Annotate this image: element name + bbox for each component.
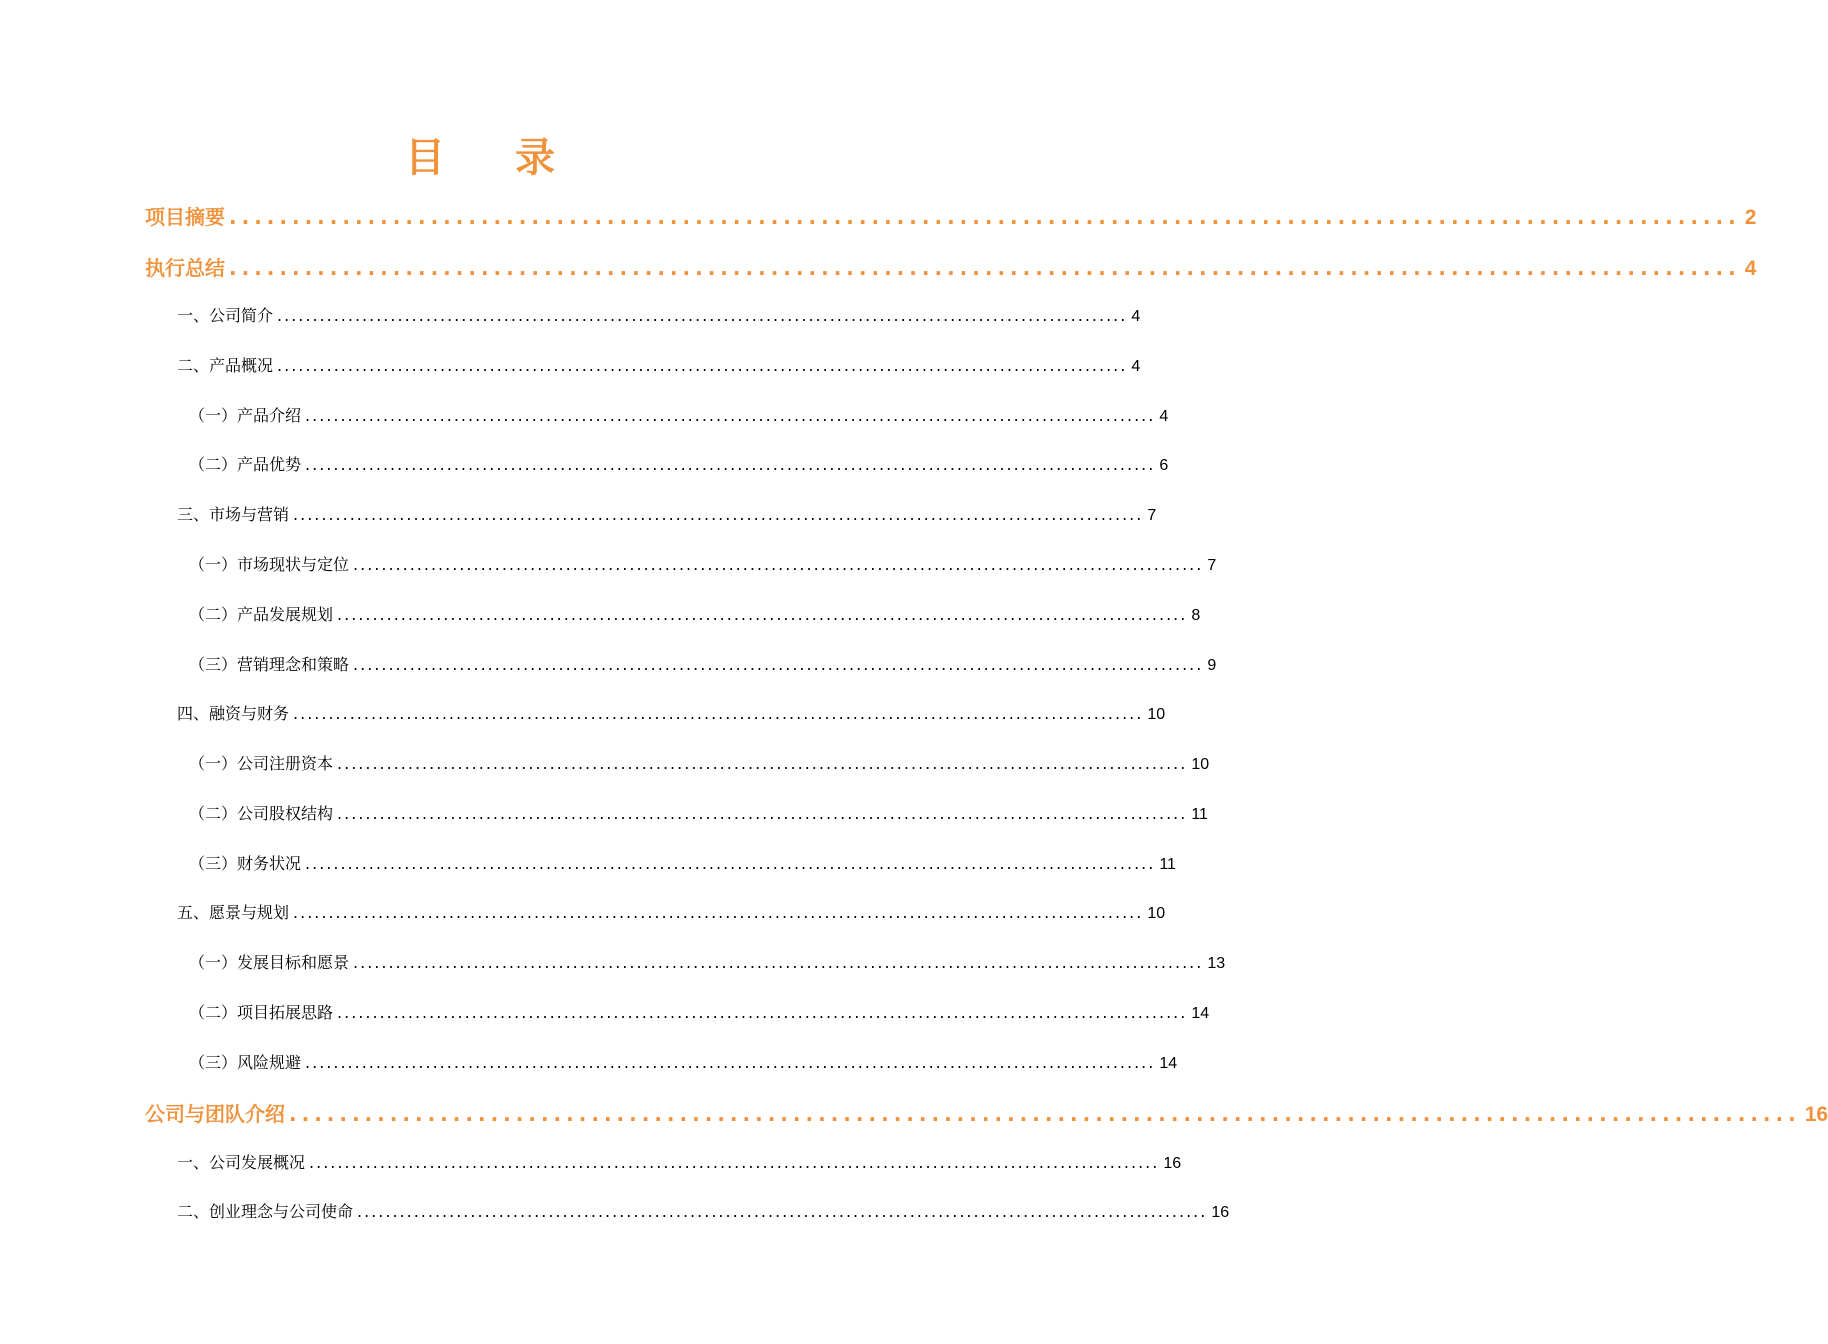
toc-leader-dots: ........................................................................................................................ xyxy=(229,205,1741,229)
toc-entry[interactable] xyxy=(189,602,1201,628)
toc-entry[interactable] xyxy=(177,900,1166,926)
toc-leader-dots: ........................................................................................................................ xyxy=(309,1153,1160,1172)
toc-entry[interactable] xyxy=(189,452,1169,478)
page-title: 目 录 xyxy=(405,135,583,181)
toc-page-number: 4 xyxy=(1159,408,1169,425)
toc-page-number: 13 xyxy=(1207,955,1226,972)
toc-page-number: 6 xyxy=(1159,457,1169,474)
toc-entry-label: 五、愿景与规划 xyxy=(177,903,290,922)
toc-entry-label: （一）产品介绍 xyxy=(189,406,302,425)
toc-page-number: 9 xyxy=(1207,657,1217,674)
toc-entry[interactable] xyxy=(145,1098,1828,1128)
toc-entry-label: （三）风险规避 xyxy=(189,1053,302,1072)
toc-page-number: 4 xyxy=(1744,257,1757,280)
toc-leader-dots: ........................................................................................................................ xyxy=(337,754,1188,773)
toc-leader-dots: ........................................................................................................................ xyxy=(277,306,1128,325)
toc-entry[interactable] xyxy=(177,502,1157,528)
toc-entry[interactable] xyxy=(189,801,1208,827)
toc-entry-label: 二、创业理念与公司使命 xyxy=(177,1202,354,1221)
toc-leader-dots: ........................................................................................................................ xyxy=(337,605,1188,624)
toc-page-number: 16 xyxy=(1804,1103,1828,1126)
toc-entry[interactable] xyxy=(189,552,1217,578)
toc-entry[interactable] xyxy=(177,1199,1230,1225)
toc-leader-dots: ........................................................................................................................ xyxy=(305,455,1156,474)
toc-page-number: 11 xyxy=(1191,806,1208,823)
toc-leader-dots: ........................................................................................................................ xyxy=(305,1053,1156,1072)
toc-page-number: 11 xyxy=(1159,856,1176,873)
toc-entry-label: （三）营销理念和策略 xyxy=(189,655,350,674)
toc-leader-dots: ........................................................................................................................ xyxy=(353,555,1204,574)
toc-leader-dots: ........................................................................................................................ xyxy=(337,804,1188,823)
toc-page-number: 16 xyxy=(1163,1155,1182,1172)
toc-entry[interactable] xyxy=(189,1000,1210,1026)
toc-leader-dots: ........................................................................................................................ xyxy=(293,903,1144,922)
toc-entry-label: （二）产品优势 xyxy=(189,455,302,474)
toc-entry-label: 四、融资与财务 xyxy=(177,704,290,723)
toc-leader-dots: ........................................................................................................................ xyxy=(357,1202,1208,1221)
toc-page-number: 7 xyxy=(1147,507,1157,524)
toc-entry-label: 一、公司简介 xyxy=(177,306,274,325)
toc-entry-label: （二）项目拓展思路 xyxy=(189,1003,334,1022)
toc-page-number: 2 xyxy=(1744,206,1757,229)
toc-page-number: 8 xyxy=(1191,607,1201,624)
toc-entry-label: （二）产品发展规划 xyxy=(189,605,334,624)
toc-leader-dots: ........................................................................................................................ xyxy=(353,953,1204,972)
toc-leader-dots: ........................................................................................................................ xyxy=(353,655,1204,674)
toc-entry-label: （一）市场现状与定位 xyxy=(189,555,350,574)
toc-leader-dots: ........................................................................................................................ xyxy=(229,256,1741,280)
toc-entry-label: 一、公司发展概况 xyxy=(177,1153,306,1172)
toc-entry[interactable] xyxy=(189,652,1217,678)
toc-entry-label: （二）公司股权结构 xyxy=(189,804,334,823)
toc-entry[interactable] xyxy=(177,353,1141,379)
toc-entry-label: 执行总结 xyxy=(145,256,225,280)
toc-entry-label: （一）公司注册资本 xyxy=(189,754,334,773)
toc-entry[interactable] xyxy=(177,303,1141,329)
toc-leader-dots: ........................................................................................................................ xyxy=(305,854,1156,873)
toc-leader-dots: ........................................................................................................................ xyxy=(277,356,1128,375)
toc-page-number: 4 xyxy=(1131,358,1141,375)
toc-leader-dots: ........................................................................................................................ xyxy=(293,505,1144,524)
toc-entry-label: （一）发展目标和愿景 xyxy=(189,953,350,972)
toc-entry[interactable] xyxy=(145,252,1757,282)
toc-page-number: 16 xyxy=(1211,1204,1230,1221)
toc-page-number: 10 xyxy=(1147,905,1166,922)
toc-entry-label: 三、市场与营销 xyxy=(177,505,290,524)
toc-entry[interactable] xyxy=(145,201,1757,231)
toc-leader-dots: ........................................................................................................................ xyxy=(289,1102,1801,1126)
toc-entry[interactable] xyxy=(177,1150,1182,1176)
toc-page-number: 10 xyxy=(1191,756,1210,773)
toc-entry-label: 公司与团队介绍 xyxy=(145,1102,285,1126)
toc-entry-label: （三）财务状况 xyxy=(189,854,302,873)
toc-leader-dots: ........................................................................................................................ xyxy=(337,1003,1188,1022)
toc-page-number: 4 xyxy=(1131,308,1141,325)
toc-entry[interactable] xyxy=(189,851,1176,877)
toc-entry[interactable] xyxy=(189,950,1226,976)
toc-page-number: 14 xyxy=(1159,1055,1178,1072)
toc-entry[interactable] xyxy=(189,751,1210,777)
toc-page-number: 14 xyxy=(1191,1005,1210,1022)
toc-entry-label: 项目摘要 xyxy=(145,205,225,229)
toc-leader-dots: ........................................................................................................................ xyxy=(305,406,1156,425)
toc-entry-label: 二、产品概况 xyxy=(177,356,274,375)
toc-entry[interactable] xyxy=(177,701,1166,727)
toc-entry[interactable] xyxy=(189,1050,1178,1076)
toc-page-number: 10 xyxy=(1147,706,1166,723)
toc-entry[interactable] xyxy=(189,403,1169,429)
toc-leader-dots: ........................................................................................................................ xyxy=(293,704,1144,723)
toc-page-number: 7 xyxy=(1207,557,1217,574)
